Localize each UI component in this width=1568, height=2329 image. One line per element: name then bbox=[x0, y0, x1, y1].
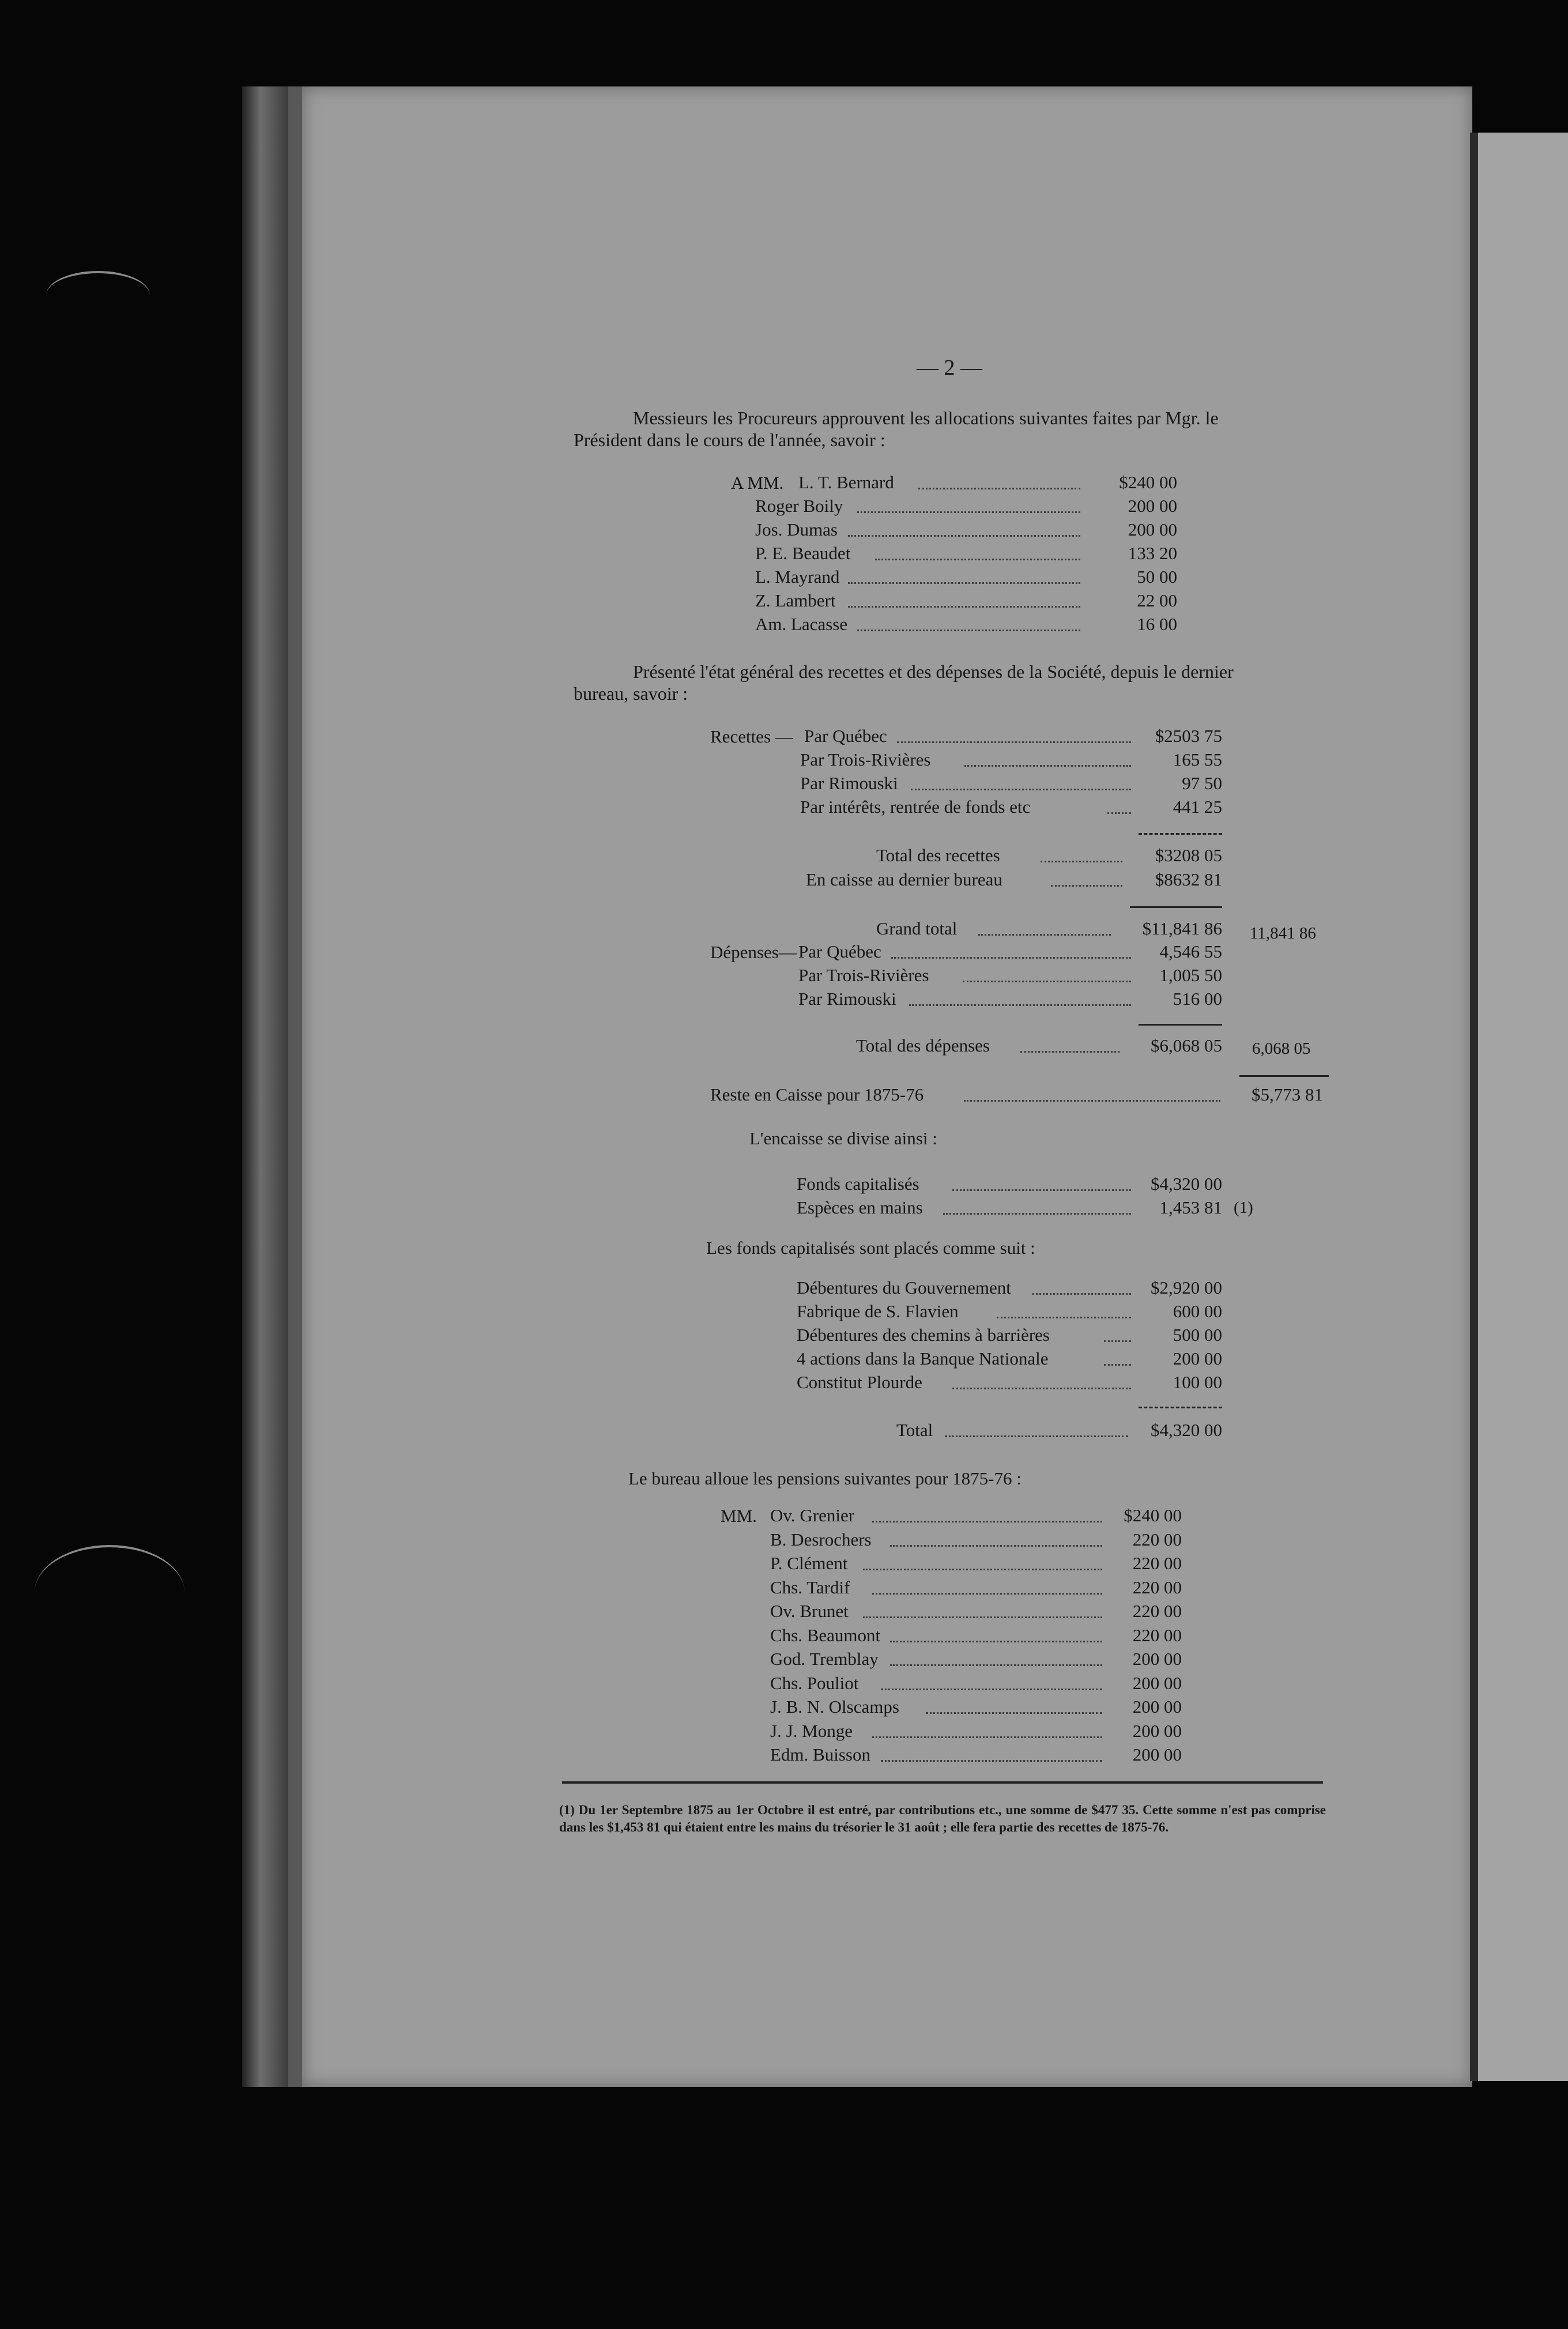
depenses-prefix: Dépenses— bbox=[710, 942, 797, 962]
pension-row-label: Ov. Brunet bbox=[770, 1601, 849, 1621]
encaisse-row-leader bbox=[952, 1189, 1132, 1191]
allocation-row-amount: 133 20 bbox=[1128, 543, 1177, 563]
pension-row-label: Ov. Grenier bbox=[770, 1505, 855, 1525]
reste-en-caisse-amount: $5,773 81 bbox=[1252, 1084, 1323, 1105]
recette-row-amount: 97 50 bbox=[1182, 773, 1222, 793]
allocation-row-leader bbox=[848, 535, 1080, 537]
pension-row-amount: 220 00 bbox=[1132, 1553, 1182, 1573]
pension-row-label: J. J. Monge bbox=[770, 1720, 853, 1741]
pension-row-leader bbox=[872, 1736, 1103, 1738]
fonds-row-leader bbox=[1104, 1364, 1131, 1366]
fonds-rule bbox=[1139, 1407, 1222, 1408]
pension-row-label: Chs. Beaumont bbox=[770, 1625, 881, 1645]
allocation-row-amount: 50 00 bbox=[1137, 567, 1177, 587]
en-caisse-leader bbox=[1051, 885, 1123, 887]
recette-row-amount: 441 25 bbox=[1173, 797, 1222, 817]
grand-total-amount: $11,841 86 bbox=[1142, 918, 1222, 939]
fonds-row-leader bbox=[1104, 1340, 1131, 1342]
pensions-prefix: MM. bbox=[721, 1506, 757, 1526]
total-depenses-label: Total des dépenses bbox=[856, 1035, 990, 1056]
pension-row-label: God. Tremblay bbox=[770, 1649, 879, 1669]
depense-row-leader bbox=[909, 1004, 1131, 1006]
allocation-row-label: P. E. Beaudet bbox=[755, 543, 851, 563]
total-recettes-label: Total des recettes bbox=[876, 845, 1000, 865]
recette-row-amount: 165 55 bbox=[1173, 749, 1222, 770]
recettes-prefix: Recettes — bbox=[710, 726, 793, 747]
allocation-row-label: Z. Lambert bbox=[755, 590, 836, 610]
grand-total-side: 11,841 86 bbox=[1250, 924, 1316, 943]
en-caisse-amount: $8632 81 bbox=[1155, 869, 1222, 890]
fonds-row-amount: 100 00 bbox=[1173, 1372, 1222, 1392]
allocation-row-leader bbox=[875, 559, 1081, 560]
pension-row-leader bbox=[881, 1689, 1102, 1690]
recette-row-label: Par intérêts, rentrée de fonds etc bbox=[800, 797, 1031, 817]
allocation-row-amount: $240 00 bbox=[1119, 472, 1177, 492]
pension-row-leader bbox=[926, 1712, 1103, 1714]
fonds-row-amount: 500 00 bbox=[1173, 1325, 1222, 1345]
pension-row-amount: 220 00 bbox=[1132, 1625, 1182, 1645]
pension-row-leader bbox=[872, 1593, 1103, 1595]
intro-allocations-line2: Président dans le cours de l'année, savoir : bbox=[574, 429, 885, 450]
fonds-total-label: Total bbox=[896, 1420, 933, 1440]
reste-en-caisse-label: Reste en Caisse pour 1875-76 bbox=[710, 1084, 924, 1105]
encaisse-row-amount: $4,320 00 bbox=[1151, 1174, 1222, 1194]
fonds-row-label: Fabrique de S. Flavien bbox=[797, 1301, 959, 1321]
fonds-total-leader bbox=[945, 1435, 1129, 1437]
footnote-separator bbox=[562, 1781, 1323, 1784]
recette-row-leader bbox=[897, 741, 1131, 743]
pension-row-leader bbox=[890, 1641, 1103, 1642]
pension-row-amount: 200 00 bbox=[1132, 1744, 1182, 1765]
pension-row-amount: 200 00 bbox=[1132, 1649, 1182, 1669]
allocation-row-label: Roger Boily bbox=[755, 496, 843, 516]
fonds-intro: Les fonds capitalisés sont placés comme suit : bbox=[706, 1238, 1035, 1258]
pension-row-leader bbox=[890, 1664, 1103, 1666]
fonds-row-label: Constitut Plourde bbox=[797, 1372, 922, 1392]
subtotal-rule bbox=[1139, 833, 1222, 835]
depense-row-leader bbox=[963, 981, 1131, 982]
fonds-row-label: Débentures du Gouvernement bbox=[797, 1277, 1011, 1298]
encaisse-intro: L'encaisse se divise ainsi : bbox=[749, 1128, 937, 1148]
pension-row-label: Chs. Pouliot bbox=[770, 1672, 859, 1693]
recette-row-amount: $2503 75 bbox=[1155, 726, 1222, 746]
fonds-row-amount: $2,920 00 bbox=[1151, 1277, 1222, 1298]
pension-row-amount: 220 00 bbox=[1132, 1577, 1182, 1597]
pension-row-leader bbox=[881, 1760, 1102, 1762]
recette-row-leader bbox=[1107, 812, 1131, 814]
total-depenses-side: 6,068 05 bbox=[1252, 1039, 1311, 1058]
film-scratch bbox=[46, 271, 150, 319]
pension-row-amount: 220 00 bbox=[1132, 1529, 1182, 1550]
fonds-row-leader bbox=[952, 1388, 1132, 1389]
pension-row-amount: $240 00 bbox=[1124, 1505, 1182, 1525]
allocation-row-amount: 16 00 bbox=[1137, 614, 1177, 634]
allocation-row-amount: 200 00 bbox=[1128, 519, 1177, 540]
encaisse-row-leader bbox=[943, 1213, 1131, 1215]
encaisse-row-amount: 1,453 81 bbox=[1159, 1197, 1222, 1218]
pension-row-amount: 220 00 bbox=[1132, 1601, 1182, 1621]
footnote: (1) Du 1er Septembre 1875 au 1er Octobre il est entré, par contributions etc., une somme de $477 35. Cette somme n'est pas comprise dans les $1,453 81 qui étaient entre les mains du trésorier le 31 août ; elle fera partie des recettes de 1875-76. bbox=[559, 1803, 1326, 1834]
allocation-row-leader bbox=[848, 606, 1080, 608]
pension-row-leader bbox=[863, 1569, 1102, 1570]
allocation-row-label: Am. Lacasse bbox=[755, 614, 848, 634]
allocation-row-amount: 200 00 bbox=[1128, 496, 1177, 516]
facing-page bbox=[1470, 133, 1568, 2081]
depense-row-label: Par Rimouski bbox=[798, 989, 896, 1009]
encaisse-row-label: Espèces en mains bbox=[797, 1197, 923, 1218]
depense-row-label: Par Trois-Rivières bbox=[798, 965, 929, 985]
fonds-row-label: 4 actions dans la Banque Nationale bbox=[797, 1348, 1049, 1369]
reste-en-caisse-leader bbox=[964, 1100, 1220, 1102]
fonds-row-label: Débentures des chemins à barrières bbox=[797, 1325, 1050, 1345]
pension-row-amount: 200 00 bbox=[1132, 1697, 1182, 1717]
allocation-row-leader bbox=[918, 488, 1081, 489]
film-scratch bbox=[35, 1545, 184, 1640]
encaisse-row-label: Fonds capitalisés bbox=[797, 1174, 919, 1194]
pension-row-leader bbox=[890, 1545, 1103, 1547]
pension-row-label: P. Clément bbox=[770, 1553, 848, 1573]
book-spine-edge bbox=[242, 86, 288, 2087]
pension-row-label: Chs. Tardif bbox=[770, 1577, 850, 1597]
fonds-row-amount: 600 00 bbox=[1173, 1301, 1222, 1321]
recette-row-leader bbox=[964, 765, 1131, 767]
pension-row-leader bbox=[863, 1616, 1102, 1618]
pension-row-label: Edm. Buisson bbox=[770, 1744, 870, 1765]
recette-row-label: Par Trois-Rivières bbox=[800, 749, 931, 770]
en-caisse-label: En caisse au dernier bureau bbox=[806, 869, 1002, 890]
depense-row-amount: 1,005 50 bbox=[1159, 965, 1222, 985]
grand-total-label: Grand total bbox=[876, 918, 958, 939]
total-recettes-amount: $3208 05 bbox=[1155, 845, 1222, 865]
pensions-intro: Le bureau alloue les pensions suivantes pour 1875-76 : bbox=[628, 1468, 1022, 1488]
depense-row-amount: 516 00 bbox=[1173, 989, 1222, 1009]
allocation-row-leader bbox=[857, 630, 1081, 631]
allocation-row-label: L. Mayrand bbox=[755, 567, 840, 587]
page-number: — 2 — bbox=[917, 356, 982, 380]
depense-row-label: Par Québec bbox=[798, 941, 881, 962]
recette-row-label: Par Québec bbox=[804, 726, 887, 746]
intro-recettes-line2: bureau, savoir : bbox=[574, 683, 688, 704]
allocation-row-amount: 22 00 bbox=[1137, 590, 1177, 610]
pension-row-leader bbox=[872, 1521, 1103, 1522]
recette-row-leader bbox=[911, 789, 1131, 790]
allocation-row-label: L. T. Bernard bbox=[798, 472, 894, 492]
depense-row-amount: 4,546 55 bbox=[1159, 941, 1222, 962]
grandtotal-rule bbox=[1130, 906, 1222, 908]
recette-row-label: Par Rimouski bbox=[800, 773, 898, 793]
pension-row-label: B. Desrochers bbox=[770, 1529, 872, 1550]
allocations-prefix: A MM. bbox=[731, 473, 784, 493]
total-depenses-amount: $6,068 05 bbox=[1151, 1035, 1222, 1056]
pension-row-amount: 200 00 bbox=[1132, 1720, 1182, 1741]
fonds-row-amount: 200 00 bbox=[1173, 1348, 1222, 1369]
fonds-row-leader bbox=[1032, 1293, 1131, 1295]
encaisse-note: (1) bbox=[1234, 1199, 1253, 1217]
allocation-row-leader bbox=[848, 582, 1080, 584]
allocation-row-leader bbox=[857, 511, 1081, 513]
total-recettes-leader bbox=[1041, 861, 1122, 862]
pension-row-amount: 200 00 bbox=[1132, 1672, 1182, 1693]
fonds-row-leader bbox=[997, 1317, 1131, 1318]
intro-recettes-line1: Présenté l'état général des recettes et des dépenses de la Société, depuis le dernier bbox=[633, 661, 1234, 682]
reste-rule bbox=[1239, 1075, 1329, 1077]
pension-row-label: J. B. N. Olscamps bbox=[770, 1697, 899, 1717]
depense-row-leader bbox=[891, 957, 1131, 959]
intro-allocations-line1: Messieurs les Procureurs approuvent les allocations suivantes faites par Mgr. le bbox=[633, 408, 1219, 428]
grand-total-leader bbox=[978, 934, 1111, 936]
total-depenses-leader bbox=[1020, 1051, 1120, 1053]
depenses-rule bbox=[1139, 1024, 1222, 1026]
allocation-row-label: Jos. Dumas bbox=[755, 519, 838, 540]
fonds-total-amount: $4,320 00 bbox=[1151, 1420, 1222, 1440]
